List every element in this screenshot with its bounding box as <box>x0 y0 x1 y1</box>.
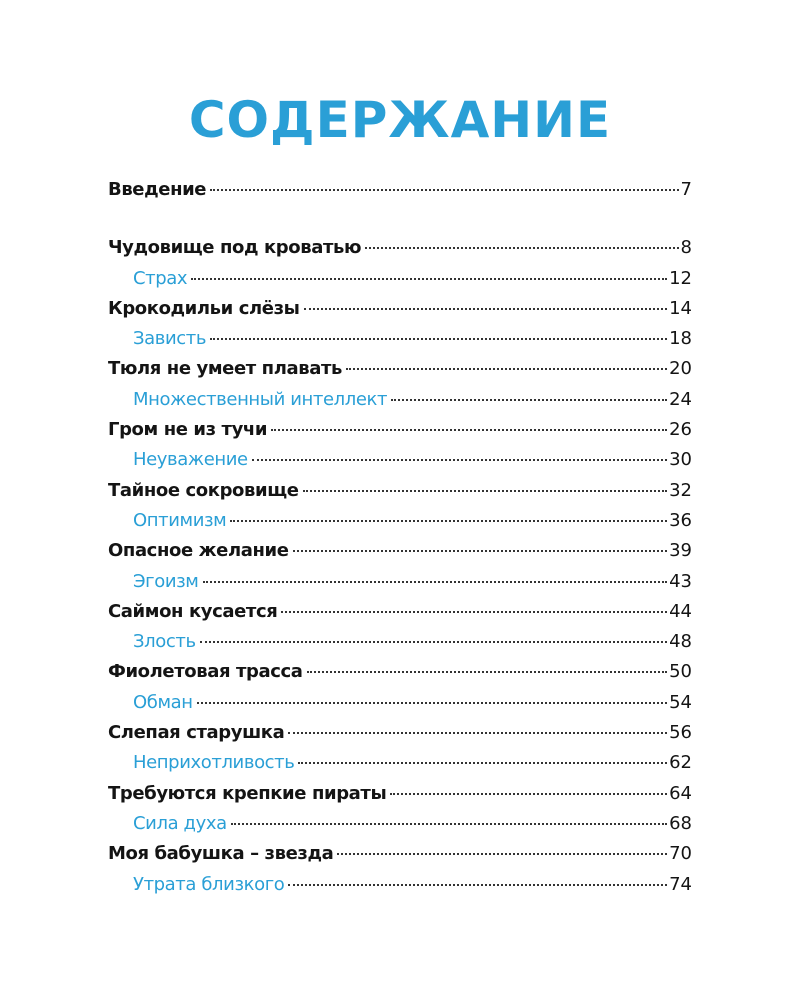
page-number: 26 <box>669 419 692 441</box>
toc-topic-entry[interactable] <box>108 445 692 475</box>
page-number: 62 <box>669 752 692 774</box>
toc-chapter-entry[interactable] <box>108 354 692 384</box>
entry-title: Оптимизм <box>133 509 227 531</box>
entry-title: Слепая старушка <box>108 722 285 744</box>
toc-topic-entry[interactable] <box>108 506 692 536</box>
dot-leader <box>346 368 667 370</box>
entry-title: Страх <box>133 267 188 289</box>
entry-title: Злость <box>133 631 196 653</box>
toc-topic-entry[interactable] <box>108 385 692 415</box>
page-number: 12 <box>669 267 692 289</box>
page-number: 8 <box>680 237 692 259</box>
page-number: 20 <box>669 358 692 380</box>
toc-chapter-entry[interactable] <box>108 536 692 566</box>
entry-title: Требуются крепкие пираты <box>108 782 387 804</box>
entry-title: Обман <box>133 691 193 713</box>
entry-title: Чудовище под кроватью <box>108 237 362 259</box>
toc-chapter-entry[interactable] <box>108 233 692 263</box>
entry-title: Тюля не умеет плавать <box>108 358 342 380</box>
dot-leader <box>281 611 667 613</box>
page-number: 44 <box>669 600 692 622</box>
toc-chapter-entry[interactable] <box>108 175 692 205</box>
dot-leader <box>210 338 667 340</box>
toc-chapter-entry[interactable] <box>108 294 692 324</box>
entry-title: Тайное сокровище <box>108 479 299 501</box>
table-of-contents <box>108 175 692 900</box>
page-number: 24 <box>669 388 692 410</box>
dot-leader <box>298 762 667 764</box>
entry-title: Крокодильи слёзы <box>108 297 300 319</box>
dot-leader <box>200 641 667 643</box>
page-number: 50 <box>669 661 692 683</box>
entry-title: Введение <box>108 179 207 200</box>
page-number: 7 <box>680 179 692 200</box>
dot-leader <box>304 308 668 310</box>
dot-leader <box>365 247 678 249</box>
entry-title: Эгоизм <box>133 570 199 592</box>
entry-title: Опасное желание <box>108 540 289 562</box>
page-number: 43 <box>669 570 692 592</box>
toc-chapter-entry[interactable] <box>108 718 692 748</box>
dot-leader <box>337 853 667 855</box>
page-number: 74 <box>669 873 692 895</box>
page-number: 39 <box>669 540 692 562</box>
toc-chapter-entry[interactable] <box>108 597 692 627</box>
entry-title: Утрата близкого <box>133 873 285 895</box>
entry-title: Фиолетовая трасса <box>108 661 303 683</box>
page-number: 56 <box>669 722 692 744</box>
entry-title: Моя бабушка – звезда <box>108 843 334 865</box>
page-title: СОДЕРЖАНИЕ <box>188 91 612 149</box>
dot-leader <box>391 399 667 401</box>
toc-chapter-entry[interactable] <box>108 779 692 809</box>
entry-title: Гром не из тучи <box>108 419 268 441</box>
page-number: 36 <box>669 509 692 531</box>
dot-leader <box>252 459 667 461</box>
toc-topic-entry[interactable] <box>108 264 692 294</box>
page-number: 32 <box>669 479 692 501</box>
toc-topic-entry[interactable] <box>108 627 692 657</box>
dot-leader <box>288 884 667 886</box>
toc-chapter-entry[interactable] <box>108 839 692 869</box>
entry-title: Множественный интеллект <box>133 388 388 410</box>
toc-topic-entry[interactable] <box>108 567 692 597</box>
page-number: 14 <box>669 297 692 319</box>
entry-title: Неуважение <box>133 449 248 471</box>
entry-title: Зависть <box>133 328 207 350</box>
page-number: 54 <box>669 691 692 713</box>
page-number: 30 <box>669 449 692 471</box>
dot-leader <box>197 702 667 704</box>
dot-leader <box>203 581 668 583</box>
toc-chapter-entry[interactable] <box>108 657 692 687</box>
toc-topic-entry[interactable] <box>108 324 692 354</box>
page-number: 18 <box>669 328 692 350</box>
dot-leader <box>293 550 668 552</box>
dot-leader <box>307 671 668 673</box>
page-number: 70 <box>669 843 692 865</box>
page-number: 48 <box>669 631 692 653</box>
dot-leader <box>390 793 667 795</box>
entry-title: Неприхотливость <box>133 752 295 774</box>
dot-leader <box>271 429 667 431</box>
dot-leader <box>231 823 667 825</box>
dot-leader <box>303 490 668 492</box>
toc-topic-entry[interactable] <box>108 870 692 900</box>
toc-chapter-entry[interactable] <box>108 415 692 445</box>
dot-leader <box>210 189 678 191</box>
toc-topic-entry[interactable] <box>108 688 692 718</box>
page-number: 68 <box>669 812 692 834</box>
toc-topic-entry[interactable] <box>108 809 692 839</box>
dot-leader <box>191 278 667 280</box>
page-number: 64 <box>669 782 692 804</box>
entry-title: Сила духа <box>133 812 227 834</box>
dot-leader <box>288 732 667 734</box>
dot-leader <box>230 520 667 522</box>
toc-topic-entry[interactable] <box>108 748 692 778</box>
entry-title: Саймон кусается <box>108 600 278 622</box>
toc-chapter-entry[interactable] <box>108 476 692 506</box>
